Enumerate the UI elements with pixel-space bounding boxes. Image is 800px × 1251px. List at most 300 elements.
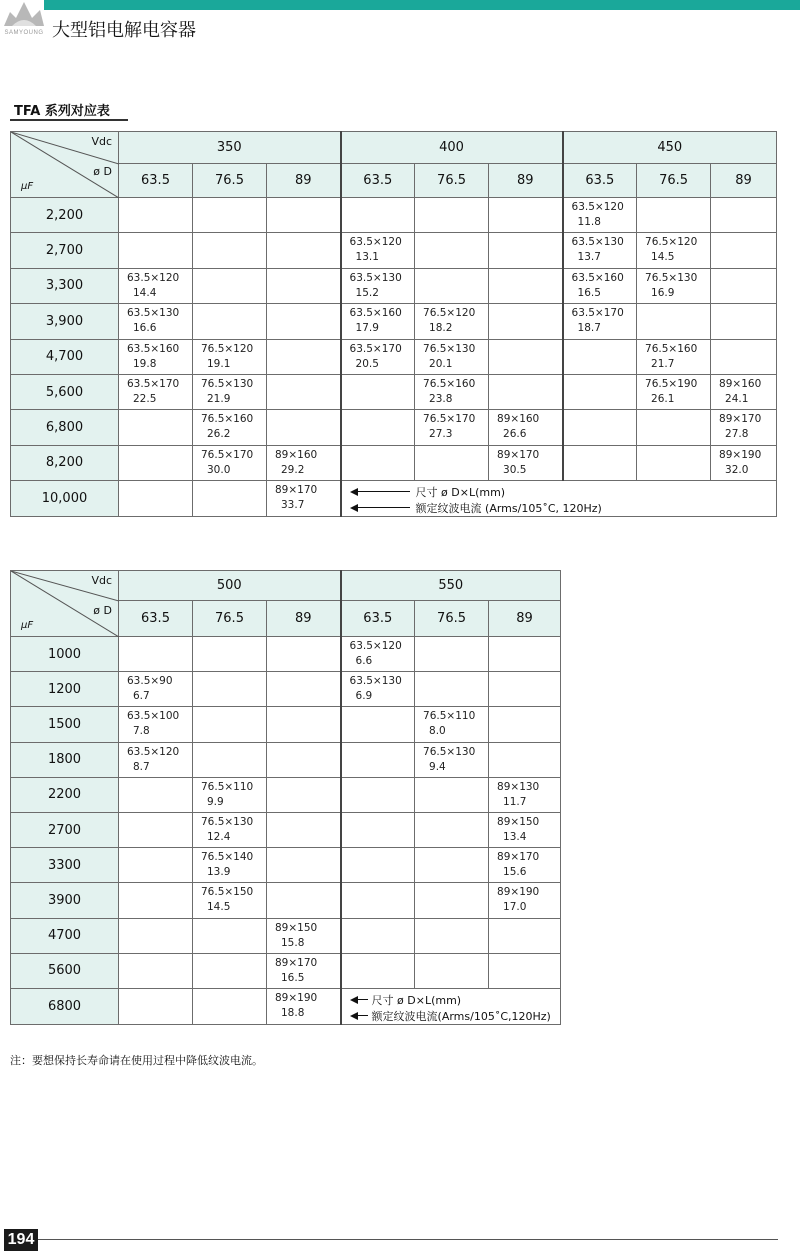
- case-size-text: 63.5×170: [571, 307, 624, 320]
- spec-cell: [711, 233, 777, 268]
- spec-cell: [341, 848, 415, 883]
- ripple-current-text: 11.7: [503, 795, 527, 808]
- ripple-current-text: 17.0: [503, 901, 527, 914]
- legend-line: [350, 992, 462, 1008]
- spec-table-350-450: [10, 131, 777, 517]
- spec-cell: [415, 374, 489, 409]
- spec-cell: [563, 374, 637, 409]
- spec-cell: [563, 445, 637, 480]
- capacitance-cell: 4,700: [11, 339, 119, 374]
- ripple-current-text: 14.5: [207, 901, 231, 914]
- header-accent-bar: [44, 0, 800, 10]
- table-row: [11, 268, 777, 303]
- spec-cell: [193, 742, 267, 777]
- table-row: [11, 304, 777, 339]
- spec-cell: [193, 848, 267, 883]
- spec-cell: [267, 410, 341, 445]
- spec-cell: [341, 777, 415, 812]
- voltage-header: 500: [119, 571, 341, 601]
- ripple-current-text: 18.8: [281, 1006, 305, 1019]
- case-size-text: 76.5×130: [423, 745, 476, 758]
- capacitance-cell: 3300: [11, 848, 119, 883]
- voltage-header: 400: [341, 132, 563, 164]
- ripple-current-text: 20.5: [355, 357, 379, 370]
- spec-cell: [711, 445, 777, 480]
- ripple-current-text: 29.2: [281, 463, 305, 476]
- spec-cell: [119, 268, 193, 303]
- spec-cell: [489, 672, 561, 707]
- spec-cell: [489, 637, 561, 672]
- table-corner-header: [11, 132, 119, 198]
- spec-cell: [267, 339, 341, 374]
- spec-cell: [119, 918, 193, 953]
- case-size-text: 76.5×190: [645, 377, 698, 390]
- spec-cell: [563, 198, 637, 233]
- ripple-current-text: 9.4: [429, 760, 446, 773]
- capacitance-cell: 8,200: [11, 445, 119, 480]
- spec-cell: [119, 672, 193, 707]
- capacitance-cell: 2200: [11, 777, 119, 812]
- spec-cell: [341, 268, 415, 303]
- case-size-text: 63.5×170: [349, 342, 402, 355]
- legend-line: [350, 500, 602, 516]
- spec-cell: [341, 707, 415, 742]
- spec-cell: [341, 339, 415, 374]
- spec-cell: [637, 198, 711, 233]
- legend-line: [350, 1008, 551, 1024]
- spec-cell: [119, 707, 193, 742]
- spec-cell: [267, 304, 341, 339]
- case-size-text: 76.5×150: [201, 886, 254, 899]
- diameter-header: 63.5: [341, 601, 415, 637]
- legend-text: 额定纹波电流(Arms/105˚C,120Hz): [371, 1009, 551, 1023]
- spec-cell: [637, 374, 711, 409]
- table-row: [11, 339, 777, 374]
- spec-cell: [267, 268, 341, 303]
- spec-cell: [119, 777, 193, 812]
- spec-cell: [415, 410, 489, 445]
- ripple-current-text: 13.9: [207, 866, 231, 879]
- spec-cell: [711, 198, 777, 233]
- ripple-current-text: 15.6: [503, 866, 527, 879]
- spec-cell: [341, 637, 415, 672]
- spec-cell: [267, 707, 341, 742]
- table-row: [11, 374, 777, 409]
- capacitance-cell: 5600: [11, 953, 119, 988]
- spec-cell: [489, 304, 563, 339]
- table-row: [11, 883, 561, 918]
- legend-cell: [341, 481, 777, 517]
- ripple-current-text: 21.9: [207, 392, 231, 405]
- ripple-current-text: 9.9: [207, 795, 224, 808]
- spec-cell: [267, 672, 341, 707]
- spec-table-500-550: [10, 570, 561, 1025]
- spec-cell: [193, 918, 267, 953]
- spec-cell: [489, 812, 561, 847]
- spec-cell: [489, 953, 561, 988]
- spec-cell: [341, 812, 415, 847]
- spec-cell: [119, 198, 193, 233]
- spec-cell: [415, 268, 489, 303]
- spec-cell: [267, 777, 341, 812]
- legend-text: 额定纹波电流 (Arms/105˚C, 120Hz): [415, 502, 602, 516]
- ripple-current-text: 32.0: [725, 463, 749, 476]
- spec-cell: [119, 304, 193, 339]
- spec-cell: [341, 742, 415, 777]
- spec-cell: [119, 339, 193, 374]
- spec-cell: [341, 672, 415, 707]
- case-size-text: 89×190: [719, 448, 762, 461]
- spec-cell: [267, 988, 341, 1024]
- table-row: [11, 812, 561, 847]
- case-size-text: 76.5×120: [201, 342, 254, 355]
- spec-cell: [489, 742, 561, 777]
- diameter-label: ø D: [93, 604, 112, 617]
- spec-cell: [193, 268, 267, 303]
- spec-cell: [563, 339, 637, 374]
- spec-cell: [637, 339, 711, 374]
- spec-cell: [415, 672, 489, 707]
- diameter-header: 76.5: [637, 164, 711, 198]
- spec-cell: [637, 268, 711, 303]
- case-size-text: 89×130: [497, 780, 540, 793]
- spec-cell: [415, 637, 489, 672]
- ripple-current-text: 8.7: [133, 760, 150, 773]
- spec-cell: [489, 445, 563, 480]
- case-size-text: 76.5×140: [201, 851, 254, 864]
- table-row: [11, 233, 777, 268]
- case-size-text: 89×150: [497, 815, 540, 828]
- spec-cell: [119, 233, 193, 268]
- table-row: [11, 481, 777, 517]
- diameter-header: 89: [489, 164, 563, 198]
- case-size-text: 76.5×120: [423, 307, 476, 320]
- spec-cell: [341, 233, 415, 268]
- case-size-text: 63.5×120: [127, 271, 180, 284]
- capacitance-cell: 2,200: [11, 198, 119, 233]
- diameter-header: 89: [267, 164, 341, 198]
- ripple-current-text: 18.2: [429, 322, 453, 335]
- ripple-current-text: 30.0: [207, 463, 231, 476]
- spec-cell: [711, 304, 777, 339]
- ripple-current-text: 6.6: [355, 655, 373, 667]
- spec-cell: [267, 198, 341, 233]
- spec-cell: [489, 339, 563, 374]
- case-size-text: 63.5×120: [571, 201, 624, 213]
- legend-text: 尺寸 ø D×L(mm): [371, 993, 462, 1007]
- legend-line: [350, 484, 506, 500]
- legend-text: 尺寸 ø D×L(mm): [415, 486, 506, 500]
- legend-arrow-icon: [350, 503, 410, 513]
- ripple-current-text: 21.7: [651, 357, 675, 370]
- legend-arrow-icon: [350, 487, 410, 497]
- capacitance-cell: 3,900: [11, 304, 119, 339]
- case-size-text: 63.5×120: [349, 640, 402, 652]
- spec-cell: [711, 410, 777, 445]
- ripple-current-text: 24.1: [725, 392, 749, 405]
- footnote: 注：要想保持长寿命请在使用过程中降低纹波电流。: [10, 1054, 263, 1067]
- capacitance-cell: 1800: [11, 742, 119, 777]
- case-size-text: 89×150: [275, 921, 318, 934]
- voltage-header: 550: [341, 571, 561, 601]
- spec-cell: [415, 198, 489, 233]
- diameter-header: 63.5: [341, 164, 415, 198]
- spec-cell: [193, 672, 267, 707]
- ripple-current-text: 16.5: [281, 971, 305, 984]
- case-size-text: 63.5×170: [127, 377, 180, 390]
- diameter-header: 89: [489, 601, 561, 637]
- diameter-header: 76.5: [193, 601, 267, 637]
- spec-cell: [489, 918, 561, 953]
- spec-cell: [341, 304, 415, 339]
- ripple-current-text: 14.5: [651, 251, 675, 264]
- voltage-header: 350: [119, 132, 341, 164]
- spec-cell: [267, 481, 341, 517]
- case-size-text: 89×160: [719, 377, 762, 390]
- spec-cell: [341, 198, 415, 233]
- ripple-current-text: 20.1: [429, 357, 453, 370]
- spec-cell: [489, 883, 561, 918]
- spec-cell: [415, 707, 489, 742]
- spec-cell: [193, 445, 267, 480]
- ripple-current-text: 26.6: [503, 428, 527, 441]
- capacitance-unit-label: μF: [21, 620, 34, 631]
- brand-text: SAMYOUNG: [4, 30, 44, 36]
- diameter-header: 76.5: [193, 164, 267, 198]
- capacitance-cell: 6,800: [11, 410, 119, 445]
- diameter-header: 63.5: [119, 164, 193, 198]
- table-row: [11, 742, 561, 777]
- case-size-text: 76.5×110: [201, 780, 254, 793]
- ripple-current-text: 33.7: [281, 499, 305, 512]
- capacitance-cell: 2,700: [11, 233, 119, 268]
- spec-cell: [341, 883, 415, 918]
- ripple-current-text: 12.4: [207, 830, 231, 843]
- vdc-label: Vdc: [91, 574, 112, 587]
- spec-cell: [489, 410, 563, 445]
- spec-cell: [267, 883, 341, 918]
- spec-cell: [415, 918, 489, 953]
- capacitance-cell: 4700: [11, 918, 119, 953]
- legend-arrow-icon: [350, 1011, 368, 1021]
- case-size-text: 89×170: [275, 956, 318, 969]
- diameter-header: 89: [711, 164, 777, 198]
- spec-cell: [489, 233, 563, 268]
- spec-cell: [563, 410, 637, 445]
- footer-rule: [38, 1239, 778, 1240]
- page-number: 194: [4, 1229, 38, 1251]
- case-size-text: 76.5×130: [423, 342, 476, 355]
- diameter-header: 76.5: [415, 164, 489, 198]
- ripple-current-text: 19.8: [133, 357, 157, 370]
- table-row: [11, 637, 561, 672]
- ripple-current-text: 7.8: [133, 725, 150, 738]
- case-size-text: 89×170: [497, 851, 540, 864]
- case-size-text: 76.5×130: [201, 815, 254, 828]
- ripple-current-text: 27.3: [429, 428, 453, 441]
- spec-cell: [563, 233, 637, 268]
- case-size-text: 76.5×130: [201, 377, 254, 390]
- spec-cell: [119, 410, 193, 445]
- spec-cell: [193, 233, 267, 268]
- case-size-text: 76.5×130: [645, 271, 698, 284]
- spec-cell: [193, 339, 267, 374]
- spec-cell: [267, 812, 341, 847]
- case-size-text: 63.5×130: [127, 307, 180, 320]
- spec-cell: [711, 339, 777, 374]
- spec-cell: [489, 848, 561, 883]
- spec-cell: [489, 268, 563, 303]
- capacitance-cell: 3900: [11, 883, 119, 918]
- ripple-current-text: 26.2: [207, 428, 231, 441]
- spec-cell: [119, 848, 193, 883]
- table-row: [11, 445, 777, 480]
- ripple-current-text: 27.8: [725, 428, 749, 441]
- ripple-current-text: 22.5: [133, 392, 157, 405]
- ripple-current-text: 13.7: [577, 251, 601, 264]
- capacitance-unit-label: μF: [21, 181, 34, 192]
- spec-cell: [119, 637, 193, 672]
- legend-cell: [341, 988, 561, 1024]
- spec-cell: [563, 268, 637, 303]
- spec-cell: [119, 481, 193, 517]
- diameter-header: 63.5: [563, 164, 637, 198]
- spec-cell: [267, 233, 341, 268]
- ripple-current-text: 19.1: [207, 357, 231, 370]
- case-size-text: 76.5×120: [645, 236, 698, 249]
- case-size-text: 63.5×160: [571, 271, 624, 284]
- samyoung-logo: [2, 0, 44, 42]
- table-row: [11, 953, 561, 988]
- spec-cell: [415, 883, 489, 918]
- case-size-text: 76.5×160: [423, 377, 476, 390]
- spec-cell: [415, 777, 489, 812]
- spec-cell: [193, 481, 267, 517]
- table-row: [11, 410, 777, 445]
- diameter-header: 63.5: [119, 601, 193, 637]
- case-size-text: 89×190: [275, 991, 318, 1004]
- spec-cell: [119, 742, 193, 777]
- spec-cell: [193, 777, 267, 812]
- voltage-header: 450: [563, 132, 777, 164]
- ripple-current-text: 13.1: [355, 251, 379, 264]
- capacitance-cell: 1000: [11, 637, 119, 672]
- spec-cell: [267, 637, 341, 672]
- case-size-text: 63.5×130: [571, 236, 624, 249]
- case-size-text: 63.5×100: [127, 710, 180, 723]
- ripple-current-text: 11.8: [577, 216, 601, 228]
- case-size-text: 76.5×160: [201, 413, 254, 426]
- table-row: [11, 198, 777, 233]
- section-title: TFA 系列对应表: [14, 104, 110, 119]
- ripple-current-text: 23.8: [429, 392, 453, 405]
- capacitance-cell: 3,300: [11, 268, 119, 303]
- table-row: [11, 918, 561, 953]
- spec-cell: [119, 374, 193, 409]
- spec-cell: [341, 953, 415, 988]
- spec-cell: [119, 988, 193, 1024]
- ripple-current-text: 8.0: [429, 725, 446, 738]
- table-row: [11, 672, 561, 707]
- case-size-text: 89×160: [275, 448, 318, 461]
- vdc-label: Vdc: [91, 135, 112, 148]
- ripple-current-text: 6.7: [133, 690, 150, 703]
- spec-cell: [637, 410, 711, 445]
- case-size-text: 89×170: [719, 413, 762, 426]
- table-row: [11, 988, 561, 1024]
- spec-cell: [119, 812, 193, 847]
- spec-cell: [267, 742, 341, 777]
- spec-cell: [119, 953, 193, 988]
- ripple-current-text: 15.2: [355, 286, 379, 299]
- capacitance-cell: 10,000: [11, 481, 119, 517]
- capacitance-cell: 1200: [11, 672, 119, 707]
- ripple-current-text: 13.4: [503, 830, 527, 843]
- case-size-text: 89×160: [497, 413, 540, 426]
- capacitance-cell: 1500: [11, 707, 119, 742]
- spec-cell: [193, 812, 267, 847]
- ripple-current-text: 16.5: [577, 286, 601, 299]
- section-title-underline: [10, 119, 128, 121]
- spec-cell: [193, 988, 267, 1024]
- spec-cell: [489, 374, 563, 409]
- case-size-text: 76.5×110: [423, 710, 476, 723]
- ripple-current-text: 14.4: [133, 286, 157, 299]
- case-size-text: 63.5×90: [127, 675, 173, 688]
- ripple-current-text: 26.1: [651, 392, 675, 405]
- ripple-current-text: 18.7: [577, 322, 601, 335]
- case-size-text: 63.5×160: [127, 342, 180, 355]
- spec-cell: [193, 304, 267, 339]
- spec-cell: [489, 198, 563, 233]
- case-size-text: 63.5×130: [349, 675, 402, 688]
- diameter-header: 89: [267, 601, 341, 637]
- case-size-text: 76.5×170: [201, 448, 254, 461]
- spec-cell: [415, 812, 489, 847]
- spec-cell: [415, 848, 489, 883]
- spec-cell: [193, 953, 267, 988]
- ripple-current-text: 16.9: [651, 286, 675, 299]
- diameter-label: ø D: [93, 165, 112, 178]
- spec-cell: [637, 304, 711, 339]
- table-row: [11, 777, 561, 812]
- spec-cell: [193, 198, 267, 233]
- spec-cell: [489, 777, 561, 812]
- spec-cell: [415, 304, 489, 339]
- case-size-text: 63.5×120: [349, 236, 402, 249]
- spec-cell: [193, 410, 267, 445]
- spec-cell: [415, 233, 489, 268]
- spec-cell: [489, 707, 561, 742]
- ripple-current-text: 17.9: [355, 322, 379, 335]
- spec-cell: [341, 918, 415, 953]
- spec-cell: [341, 410, 415, 445]
- spec-cell: [415, 445, 489, 480]
- ripple-current-text: 30.5: [503, 463, 527, 476]
- spec-cell: [193, 883, 267, 918]
- case-size-text: 89×170: [497, 448, 540, 461]
- table-row: [11, 848, 561, 883]
- table-row: [11, 707, 561, 742]
- ripple-current-text: 6.9: [355, 690, 373, 703]
- case-size-text: 76.5×170: [423, 413, 476, 426]
- table-corner-header: [11, 571, 119, 637]
- case-size-text: 63.5×130: [349, 271, 402, 284]
- ripple-current-text: 16.6: [133, 322, 157, 335]
- case-size-text: 89×170: [275, 484, 318, 497]
- spec-cell: [341, 445, 415, 480]
- spec-cell: [711, 268, 777, 303]
